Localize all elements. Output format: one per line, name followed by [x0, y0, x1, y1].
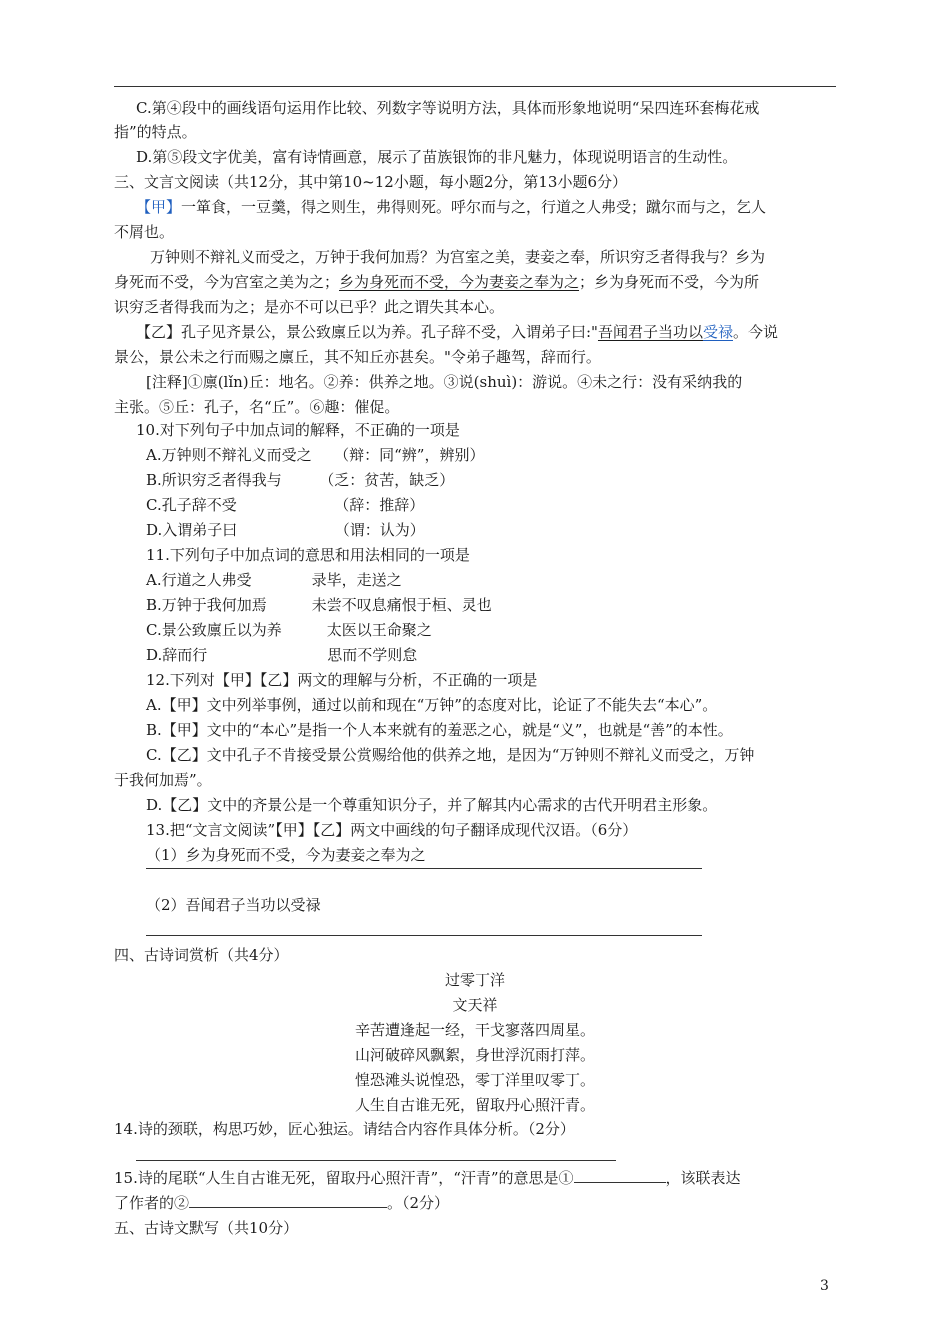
- q13-part-1: （1）乡为身死而不受，今为妻妾之奉为之: [146, 846, 426, 864]
- yi-p1-pre: 【乙】孔子见齐景公，景公致廪丘以为养。孔子辞不受，入谓弟子曰:": [136, 323, 598, 341]
- q15-text-b: ，该联表达: [665, 1169, 741, 1187]
- q12-option-b: B.【甲】文中的“本心”是指一个人本来就有的羞恶之心，就是“义”，也就是“善”的本性。: [146, 721, 733, 739]
- question-13: 13.把“文言文阅读”【甲】【乙】两文中画线的句子翻译成现代汉语。（6分）: [146, 821, 638, 839]
- question-15-cont: [114, 1193, 449, 1213]
- q11-option-d: D.辞而行 思而不学则怠: [146, 646, 418, 664]
- jia-label: 【甲】: [136, 198, 182, 216]
- q11-option-a: A.行道之人弗受 录毕，走送之: [146, 571, 402, 589]
- q10-option-d: D.入谓弟子曰 （谓：认为）: [146, 521, 425, 539]
- q15-text-c: 了作者的②: [114, 1194, 190, 1212]
- annotation-cont: 主张。⑤丘：孔子，名“丘”。⑥趣：催促。: [114, 398, 400, 416]
- poem-line-3: 惶恐滩头说惶恐，零丁洋里叹零丁。: [354, 1071, 595, 1089]
- header-rule: [114, 86, 836, 87]
- underlined-sentence-2: 吾闻君子当功以: [597, 323, 703, 341]
- section-3-heading: 三、文言文阅读（共12分，其中第10~12小题，每小题2分，第13小题6分）: [114, 173, 628, 191]
- annotation: [注释]①廪(lǐn)丘：地名。②养：供养之地。③说(shuì)：游说。④未之行：没有采纳我的: [146, 373, 743, 391]
- jia-p2-pre: 身死而不受，今为宫室之美为之；: [114, 273, 340, 291]
- q12-option-a: A.【甲】文中列举事例，通过以前和现在“万钟”的态度对比，论证了不能失去“本心”。: [146, 696, 718, 714]
- question-15: [114, 1168, 741, 1188]
- q15-text-d: 。（2分）: [387, 1194, 450, 1212]
- question-10: 10.对下列句子中加点词的解释，不正确的一项是: [136, 421, 460, 439]
- q12-option-d: D.【乙】文中的齐景公是一个尊重知识分子，并了解其内心需求的古代开明君主形象。: [146, 796, 718, 814]
- question-11: 11.下列句子中加点词的意思和用法相同的一项是: [146, 546, 470, 564]
- answer-blank-2[interactable]: [189, 1193, 387, 1208]
- passage-yi-p2: 景公，景公未之行而赐之廪丘，其不知丘亦甚矣。"令弟子趣驾，辞而行。: [114, 348, 601, 366]
- q12-option-c: C.【乙】文中孔子不肯接受景公赏赐给他的供养之地，是因为“万钟则不辩礼义而受之，万钟: [146, 746, 755, 764]
- q10-option-a: A.万钟则不辩礼义而受之 （辩：同“辨”，辨别）: [146, 446, 485, 464]
- page-number: 3: [820, 1278, 829, 1294]
- q10-option-c: C.孔子辞不受 （辞：推辞）: [146, 496, 425, 514]
- section-5-heading: 五、古诗文默写（共10分）: [114, 1219, 299, 1237]
- answer-blank-1[interactable]: [574, 1168, 666, 1183]
- passage-jia-p2: 万钟则不辩礼义而受之，万钟于我何加焉？为宫室之美，妻妾之奉，所识穷乏者得我与？乡为: [150, 248, 766, 266]
- q15-text-a: 15.诗的尾联“人生自古谁无死，留取丹心照汗青”，“汗青”的意思是①: [114, 1169, 574, 1187]
- option-d: D.第⑤段文字优美，富有诗情画意，展示了苗族银饰的非凡魅力，体现说明语言的生动性。: [136, 148, 738, 166]
- passage-jia-p2-end: 识穷乏者得我而为之；是亦不可以已乎？此之谓失其本心。: [114, 298, 505, 316]
- section-4-heading: 四、古诗词赏析（共4分）: [114, 946, 289, 964]
- passage-jia-p1: [136, 197, 766, 217]
- q13-part-2: （2）吾闻君子当功以受禄: [146, 896, 321, 914]
- poem-line-2: 山河破碎风飘絮，身世浮沉雨打萍。: [354, 1046, 595, 1064]
- underlined-link-text: 受禄: [702, 323, 733, 341]
- answer-line-3[interactable]: [136, 1160, 616, 1161]
- answer-line-2[interactable]: [146, 935, 702, 936]
- passage-yi-p1: [136, 322, 778, 342]
- option-c: C.第④段中的画线语句运用作比较、列数字等说明方法，具体而形象地说明“呆四连环套梅花戒: [136, 99, 760, 117]
- yi-p1-post: 。今说: [733, 323, 779, 341]
- poem-author: 文天祥: [452, 996, 498, 1014]
- poem-line-1: 辛苦遭逢起一经，干戈寥落四周星。: [354, 1021, 595, 1039]
- question-12: 12.下列对【甲】【乙】两文的理解与分析，不正确的一项是: [146, 671, 538, 689]
- underlined-sentence-1: 乡为身死而不受，今为妻妾之奉为之: [339, 273, 580, 291]
- answer-line-1[interactable]: [146, 868, 702, 869]
- jia-p1-text: 一箪食，一豆羹，得之则生，弗得则死。呼尔而与之，行道之人弗受；蹴尔而与之，乞人: [181, 198, 767, 216]
- q11-option-b: B.万钟于我何加焉 未尝不叹息痛恨于桓、灵也: [146, 596, 492, 614]
- poem-title: 过零丁洋: [444, 971, 505, 989]
- q12-option-c-cont: 于我何加焉”。: [114, 771, 212, 789]
- passage-jia-p1-cont: 不屑也。: [114, 223, 175, 241]
- poem-line-4: 人生自古谁无死，留取丹心照汗青。: [354, 1096, 595, 1114]
- jia-p2-post: ；乡为身死而不受，今为所: [579, 273, 760, 291]
- q11-option-c: C.景公致廪丘以为养 太医以王命聚之: [146, 621, 432, 639]
- option-c-cont: 指”的特点。: [114, 123, 197, 141]
- question-14: 14.诗的颈联，构思巧妙，匠心独运。请结合内容作具体分析。（2分）: [114, 1120, 575, 1138]
- q10-option-b: B.所识穷乏者得我与 （乏：贫苦，缺乏）: [146, 471, 455, 489]
- passage-jia-p2-cont: [114, 272, 759, 292]
